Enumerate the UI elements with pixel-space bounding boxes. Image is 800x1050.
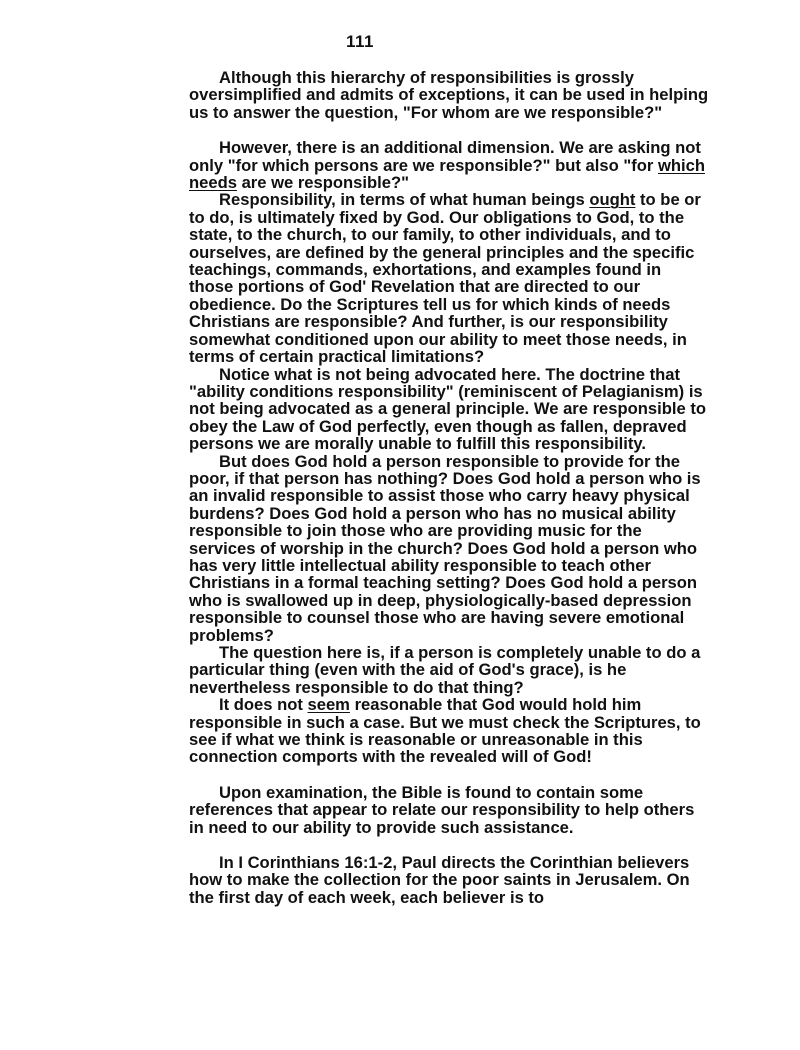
text-segment: to be or to do, is ultimately fixed by God. Our obligations to God, to the state, to the church, to our family, to other individuals, and to ourselves, are defined by the general principles and the specific teachings, commands, exhortations, and examples found in those portions of God' Revelation that are directed to our obedience. Do the Scriptures tell us for which kinds of needs Christians are responsible? And further, is our responsibility somewhat conditioned upon our ability to meet those needs, in terms of certain practical limitations? xyxy=(189,190,701,367)
page-number: 111 xyxy=(346,32,374,51)
text-segment: Notice what is not being advocated here. The doctrine that "ability conditions responsibility" (reminiscent of Pelagianism) is not being advocated as a general principle. We are responsible to obey the Law of God perfectly, even though as fallen, depraved persons we are morally unable to fulfill this responsibility. xyxy=(189,364,707,454)
underlined-text: seem xyxy=(307,695,350,715)
body-text xyxy=(189,69,709,906)
text-segment: The question here is, if a person is completely unable to do a particular thing (even with the aid of God's grace), is he nevertheless responsible to do that thing? xyxy=(189,643,701,697)
text-segment: are we responsible?" xyxy=(236,173,409,193)
paragraph xyxy=(189,69,709,121)
paragraph xyxy=(189,139,709,191)
paragraph xyxy=(189,854,709,906)
paragraph xyxy=(189,696,709,766)
paragraph xyxy=(189,191,709,365)
text-segment: Upon examination, the Bible is found to contain some references that appear to relate our responsibility to help others in need to our ability to provide such assistance. xyxy=(189,782,695,837)
text-segment: It does not xyxy=(219,695,308,715)
text-segment: In I Corinthians 16:1-2, Paul directs the Corinthian believers how to make the collection for the poor saints in Jerusalem. On the first day of each week, each believer is to xyxy=(189,853,690,907)
paragraph xyxy=(189,453,709,644)
underlined-text: which needs xyxy=(189,155,705,193)
text-segment: reasonable that God would hold him responsible in such a case. But we must check the Scriptures, to see if what we think is reasonable or unreasonable in this connection comports with the revealed will of God! xyxy=(189,695,701,767)
text-segment: But does God hold a person responsible to provide for the poor, if that person has nothing? Does God hold a person who is an invalid responsible to assist those who carry heavy physical burdens? Does God hold a person who has no musical ability responsible to join those who are providing music for the services of worship in the church? Does God hold a person who has very little intellectual ability responsible to teach other Christians in a formal teaching setting? Does God hold a person who is swallowed up in deep, physiologically-based depression responsible to counsel those who are having severe emotional problems? xyxy=(189,451,701,645)
text-segment: Although this hierarchy of responsibilities is grossly oversimplified and admits of exceptions, it can be used in helping us to answer the question, "For whom are we responsible?" xyxy=(189,68,709,122)
paragraph xyxy=(189,784,709,836)
text-segment: Responsibility, in terms of what human beings xyxy=(219,190,590,210)
underlined-text: ought xyxy=(589,190,636,210)
text-segment: However, there is an additional dimension. We are asking not only "for which persons are we responsible?" but also "for xyxy=(189,138,701,175)
paragraph xyxy=(189,644,709,696)
paragraph xyxy=(189,366,709,453)
